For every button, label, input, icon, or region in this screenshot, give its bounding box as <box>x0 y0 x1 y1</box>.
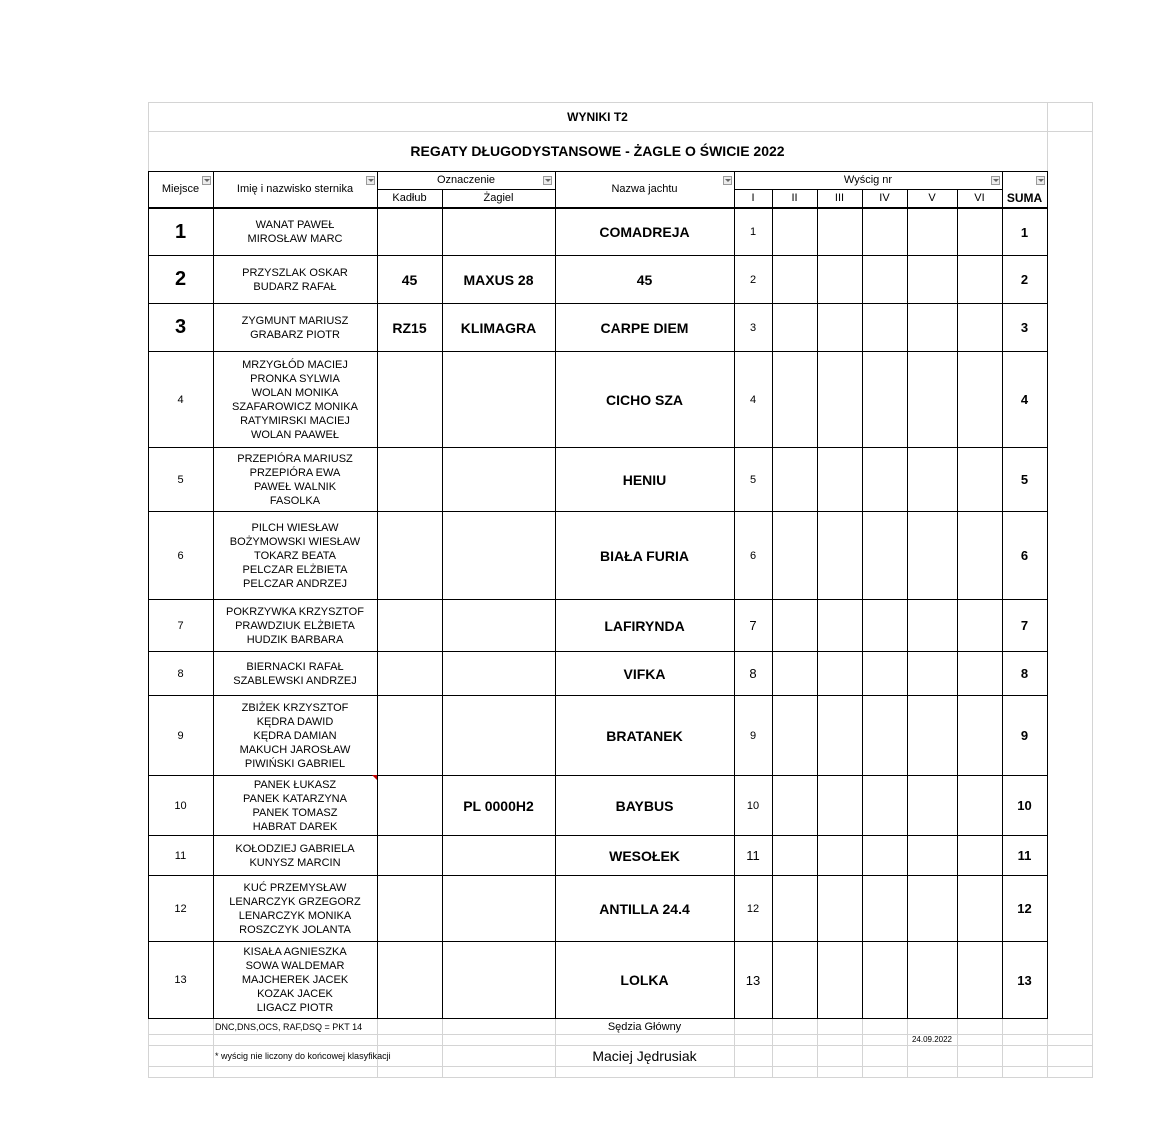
crew-member: PANEK ŁUKASZ <box>253 778 337 791</box>
crew-member: ZBIŻEK KRZYSZTOF <box>241 701 349 714</box>
kadlub-cell <box>377 209 442 255</box>
crew-member: BOŻYMOWSKI WIESŁAW <box>229 535 361 548</box>
crew-member: LENARCZYK GRZEGORZ <box>229 895 361 908</box>
race-1-cell: 5 <box>749 473 757 486</box>
crew-member: FASOLKA <box>269 494 321 507</box>
crew-member: PAWEŁ WALNIK <box>253 480 337 493</box>
gridline-row <box>148 1066 1092 1067</box>
suma-cell: 4 <box>1020 392 1029 407</box>
crew-cell <box>213 942 377 1018</box>
crew-cell <box>213 512 377 599</box>
yacht-name-cell: BIAŁA FURIA <box>600 547 689 564</box>
race-1-cell: 4 <box>749 393 757 406</box>
crew-member: MIROSŁAW MARC <box>247 233 343 245</box>
kadlub-cell <box>377 876 442 941</box>
filter-button-miejsce[interactable] <box>202 176 211 185</box>
place-cell: 10 <box>174 799 187 812</box>
zagiel-cell <box>442 696 555 775</box>
crew-cell <box>213 876 377 941</box>
suma-cell: 9 <box>1020 728 1029 743</box>
crew-member: KĘDRA DAMIAN <box>253 729 337 742</box>
crew-member: LENARCZYK MONIKA <box>238 909 352 922</box>
yacht-name-cell: WESOŁEK <box>609 847 680 864</box>
place-cell: 5 <box>177 473 184 486</box>
yacht-name-cell: CICHO SZA <box>606 391 683 408</box>
header-race-2: II <box>791 192 798 204</box>
kadlub-cell <box>377 776 442 835</box>
suma-cell: 5 <box>1020 472 1029 487</box>
kadlub-cell <box>377 352 442 447</box>
race-1-cell: 11 <box>746 848 760 863</box>
table-border <box>1047 171 1048 1019</box>
race-1-cell: 3 <box>749 321 757 334</box>
crew-member: WOLAN PAAWEŁ <box>250 428 340 441</box>
crew-cell <box>213 836 377 875</box>
race-1-cell: 10 <box>746 799 760 812</box>
crew-member: PRAWDZIUK ELŻBIETA <box>235 619 355 632</box>
race-1-cell: 9 <box>749 729 757 742</box>
yacht-name-cell: LAFIRYNDA <box>604 617 685 634</box>
race-1-cell: 1 <box>749 226 757 238</box>
gridline-col <box>957 1018 958 1077</box>
crew-member: HABRAT DAREK <box>252 820 338 833</box>
suma-cell: 1 <box>1020 224 1029 240</box>
crew-member: PILCH WIESŁAW <box>251 521 339 534</box>
kadlub-cell <box>377 836 442 875</box>
crew-cell <box>213 600 377 651</box>
crew-cell <box>213 652 377 695</box>
header-suma: SUMA <box>1006 191 1043 205</box>
gridline-col <box>1047 102 1048 171</box>
yacht-name-cell: VIFKA <box>623 665 666 682</box>
zagiel-cell <box>442 600 555 651</box>
judge-label: Sędzia Główny <box>607 1020 682 1033</box>
crew-member: PRONKA SYLWIA <box>250 372 340 385</box>
crew-member: SZAFAROWICZ MONIKA <box>232 400 358 413</box>
crew-member: WANAT PAWEŁ <box>255 219 335 231</box>
gridline-col <box>1002 1018 1003 1077</box>
crew-member: KOŁODZIEJ GABRIELA <box>235 842 355 855</box>
crew-member: RATYMIRSKI MACIEJ <box>240 414 350 427</box>
yacht-name-cell: LOLKA <box>620 972 669 988</box>
header-oznaczenie: Oznaczenie <box>436 174 496 186</box>
crew-member: POKRZYWKA KRZYSZTOF <box>226 605 364 618</box>
header-kadlub: Kadłub <box>392 192 427 204</box>
header-race-5: V <box>928 192 936 204</box>
zagiel-cell <box>442 512 555 599</box>
crew-cell <box>213 448 377 511</box>
zagiel-cell <box>442 836 555 875</box>
gridline-col <box>1047 1018 1048 1077</box>
header-race-4: IV <box>879 192 890 204</box>
crew-member: KUĆ PRZEMYSŁAW <box>243 881 347 894</box>
crew-member: MAKUCH JAROSŁAW <box>239 743 351 756</box>
crew-member: KĘDRA DAWID <box>256 715 334 728</box>
crew-cell <box>213 304 377 351</box>
crew-member: PRZEPIÓRA MARIUSZ <box>237 452 353 465</box>
header-race-1: I <box>751 192 755 204</box>
crew-cell <box>213 696 377 775</box>
header-miejsce: Miejsce <box>161 183 200 195</box>
crew-member: HUDZIK BARBARA <box>246 633 344 646</box>
zagiel-cell <box>442 352 555 447</box>
crew-member: LIGACZ PIOTR <box>256 1002 334 1014</box>
zagiel-cell <box>442 876 555 941</box>
zagiel-cell <box>442 942 555 1018</box>
crew-cell <box>213 352 377 447</box>
table-border <box>957 189 958 1019</box>
header-nazwa: Nazwa jachtu <box>611 183 678 195</box>
race-1-cell: 7 <box>749 618 757 633</box>
crew-member: PRZEPIÓRA EWA <box>249 466 341 479</box>
crew-member: PANEK KATARZYNA <box>243 792 347 805</box>
suma-cell: 13 <box>1017 972 1032 988</box>
crew-member: PELCZAR ELŻBIETA <box>242 563 348 576</box>
crew-member: KISAŁA AGNIESZKA <box>243 946 347 958</box>
suma-cell: 6 <box>1020 548 1029 563</box>
crew-member: PELCZAR ANDRZEJ <box>243 577 347 590</box>
place-cell: 3 <box>174 316 187 338</box>
crew-cell <box>213 256 377 303</box>
sheet-title: WYNIKI T2 <box>567 110 628 124</box>
crew-member: BUDARZ RAFAŁ <box>253 280 337 293</box>
crew-cell <box>213 209 377 255</box>
kadlub-cell <box>377 600 442 651</box>
penalty-note: DNC,DNS,OCS, RAF,DSQ = PKT 14 <box>215 1021 363 1032</box>
results-date: 24.09.2022 <box>911 1035 953 1044</box>
place-cell: 6 <box>177 549 184 562</box>
header-sternik: Imię i nazwisko sternika <box>236 183 354 195</box>
table-border <box>907 189 908 1019</box>
crew-member: WOLAN MONIKA <box>251 386 339 399</box>
place-cell: 12 <box>174 902 187 915</box>
sheet-subtitle: REGATY DŁUGODYSTANSOWE - ŻAGLE O ŚWICIE 2022 <box>410 143 785 159</box>
zagiel-cell <box>442 652 555 695</box>
crew-member: SZABLEWSKI ANDRZEJ <box>233 674 357 687</box>
suma-cell: 10 <box>1017 798 1032 813</box>
yacht-name-cell: BAYBUS <box>615 797 674 814</box>
suma-cell: 12 <box>1017 901 1032 916</box>
race-1-cell: 8 <box>749 666 757 681</box>
crew-member: SOWA WALDEMAR <box>245 960 345 972</box>
crew-member: KUNYSZ MARCIN <box>249 856 341 869</box>
zagiel-cell <box>442 448 555 511</box>
filter-button-wyscig[interactable] <box>991 176 1000 185</box>
crew-member: PANEK TOMASZ <box>252 806 338 819</box>
yacht-name-cell: CARPE DIEM <box>600 319 689 336</box>
header-race-6: VI <box>974 192 985 204</box>
suma-cell: 2 <box>1020 272 1029 287</box>
table-border <box>817 189 818 1019</box>
crew-member: TOKARZ BEATA <box>254 549 336 562</box>
crew-member: ROSZCZYK JOLANTA <box>239 923 351 936</box>
gridline-row <box>148 1077 1092 1078</box>
crew-member: BIERNACKI RAFAŁ <box>246 660 344 673</box>
table-border <box>772 189 773 1019</box>
gridline-col <box>862 1018 863 1077</box>
judge-name: Maciej Jędrusiak <box>592 1048 697 1064</box>
header-wyscig: Wyścig nr <box>843 174 893 186</box>
kadlub-cell <box>377 942 442 1018</box>
kadlub-cell <box>377 512 442 599</box>
filter-button-oznaczenie[interactable] <box>543 176 552 185</box>
crew-member: ZYGMUNT MARIUSZ <box>241 314 349 327</box>
crew-cell <box>213 776 377 835</box>
gridline-col <box>1092 102 1093 1078</box>
kadlub-cell: 45 <box>401 271 418 288</box>
place-cell: 1 <box>174 220 187 243</box>
zagiel-cell: MAXUS 28 <box>463 271 534 288</box>
kadlub-cell <box>377 696 442 775</box>
suma-cell: 3 <box>1020 320 1029 335</box>
zagiel-cell: KLIMAGRA <box>460 319 537 336</box>
zagiel-cell: PL 0000H2 <box>463 797 534 814</box>
footnote: * wyścig nie liczony do końcowej klasyfikacji <box>215 1051 391 1061</box>
place-cell: 4 <box>177 393 184 406</box>
race-1-cell: 12 <box>746 902 760 915</box>
place-cell: 8 <box>177 667 184 680</box>
comment-marker[interactable] <box>372 775 377 780</box>
race-1-cell: 13 <box>745 972 761 988</box>
kadlub-cell <box>377 652 442 695</box>
yacht-name-cell: 45 <box>636 271 653 288</box>
race-1-cell: 6 <box>749 549 757 562</box>
gridline-col <box>772 1018 773 1077</box>
yacht-name-cell: BRATANEK <box>606 727 683 744</box>
suma-cell: 11 <box>1017 848 1032 863</box>
crew-member: GRABARZ PIOTR <box>250 328 340 341</box>
gridline-col <box>907 1018 908 1077</box>
suma-cell: 7 <box>1020 618 1029 633</box>
yacht-name-cell: HENIU <box>622 471 667 488</box>
crew-member: PRZYSZLAK OSKAR <box>242 266 348 279</box>
gridline-col <box>734 1018 735 1077</box>
header-race-3: III <box>834 192 845 204</box>
filter-button-nazwa[interactable] <box>723 176 732 185</box>
place-cell: 7 <box>177 619 184 632</box>
kadlub-cell <box>377 448 442 511</box>
gridline-col <box>817 1018 818 1077</box>
gridline-col <box>213 1018 214 1077</box>
crew-member: PIWIŃSKI GABRIEL <box>244 757 346 770</box>
filter-button-sternik[interactable] <box>366 176 375 185</box>
yacht-name-cell: ANTILLA 24.4 <box>599 900 690 917</box>
yacht-name-cell: COMADREJA <box>599 224 690 240</box>
crew-member: MAJCHEREK JACEK <box>241 974 349 986</box>
zagiel-cell <box>442 209 555 255</box>
crew-member: KOZAK JACEK <box>257 988 333 1000</box>
filter-button-suma[interactable] <box>1036 176 1045 185</box>
race-1-cell: 2 <box>749 273 757 286</box>
kadlub-cell: RZ15 <box>392 319 427 336</box>
table-border <box>862 189 863 1019</box>
place-cell: 11 <box>174 849 187 862</box>
suma-cell: 8 <box>1020 666 1029 681</box>
place-cell: 2 <box>174 268 187 290</box>
place-cell: 13 <box>174 974 187 986</box>
place-cell: 9 <box>177 729 184 742</box>
crew-member: MRZYGŁÓD MACIEJ <box>242 358 348 371</box>
header-zagiel: Żagiel <box>483 192 514 204</box>
